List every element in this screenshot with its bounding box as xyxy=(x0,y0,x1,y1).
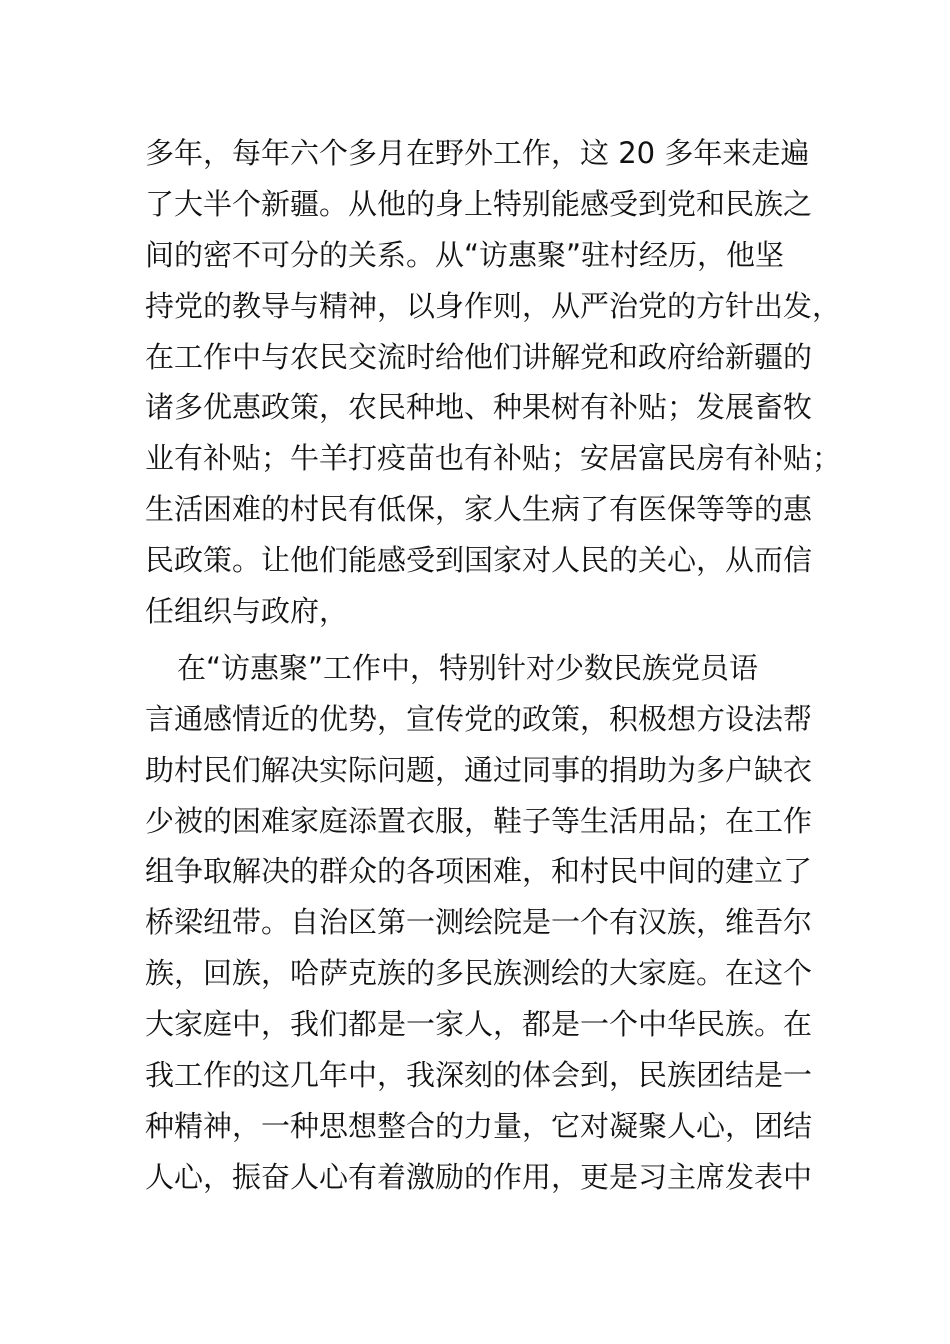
text-line: 族，回族，哈萨克族的多民族测绘的大家庭。在这个 xyxy=(145,956,813,991)
text-line: 我工作的这几年中，我深刻的体会到，民族团结是一 xyxy=(145,1058,813,1093)
text-line: 诸多优惠政策，农民种地、种果树有补贴；发展畜牧 xyxy=(145,390,813,425)
text-line: 了大半个新疆。从他的身上特别能感受到党和民族之 xyxy=(145,186,813,221)
text-line: 种精神，一种思想整合的力量，它对凝聚人心，团结 xyxy=(145,1108,813,1143)
text-line: 助村民们解决实际问题，通过同事的捐助为多户缺衣 xyxy=(145,752,813,787)
text-line: 在工作中与农民交流时给他们讲解党和政府给新疆的 xyxy=(145,339,813,374)
paragraph-1 xyxy=(145,128,842,637)
text-line: 大家庭中，我们都是一家人，都是一个中华民族。在 xyxy=(145,1007,813,1042)
text-line: 持党的教导与精神，以身作则，从严治党的方针出发， xyxy=(145,288,842,323)
paragraph-2 xyxy=(145,643,825,1203)
text-line: 组争取解决的群众的各项困难，和村民中间的建立了 xyxy=(145,854,813,889)
text-line: 多年，每年六个多月在野外工作，这 20 多年来走遍 xyxy=(145,136,810,170)
text-line: 任组织与政府， xyxy=(145,594,349,629)
text-line: 业有补贴；牛羊打疫苗也有补贴；安居富民房有补贴； xyxy=(145,441,842,476)
text-line: 民政策。让他们能感受到国家对人民的关心，从而信 xyxy=(145,543,813,578)
body-text xyxy=(145,128,842,1203)
text-line: 人心，振奋人心有着激励的作用，更是习主席发表中 xyxy=(145,1159,813,1194)
text-line: 生活困难的村民有低保，家人生病了有医保等等的惠 xyxy=(145,492,813,527)
text-line: 言通感情近的优势，宣传党的政策，积极想方设法帮 xyxy=(145,701,813,736)
text-line-indented: 在“访惠聚”工作中，特别针对少数民族党员语 xyxy=(177,650,759,685)
text-line: 少被的困难家庭添置衣服，鞋子等生活用品；在工作 xyxy=(145,803,813,838)
text-line: 桥梁纽带。自治区第一测绘院是一个有汉族，维吾尔 xyxy=(145,905,813,940)
text-line: 间的密不可分的关系。从“访惠聚”驻村经历，他坚 xyxy=(145,237,785,272)
